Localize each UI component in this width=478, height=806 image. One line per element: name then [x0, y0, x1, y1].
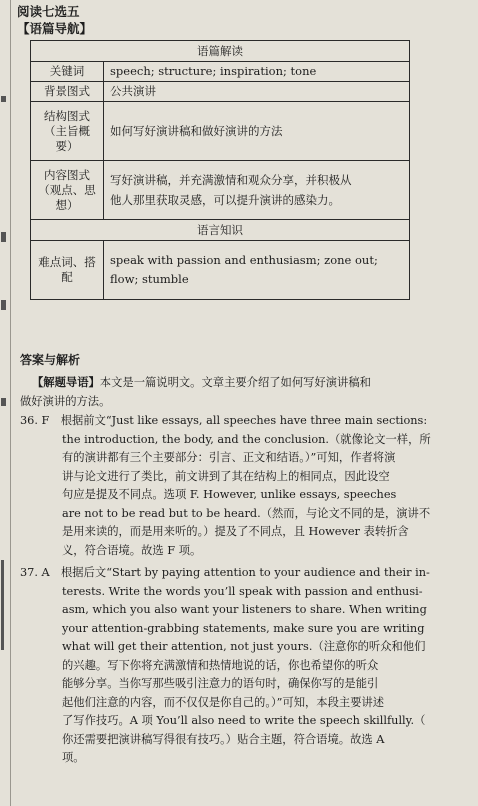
difficult-value: speak with passion and enthusiasm; zone out; flow; stumble [104, 241, 410, 300]
table-row [31, 161, 410, 220]
keywords-value: speech; structure; inspiration; tone [104, 62, 410, 82]
table-row [31, 62, 410, 82]
margin-rule [10, 0, 11, 806]
section-nav-title: 【语篇导航】 [17, 21, 93, 36]
table-row [31, 241, 410, 300]
background-label: 背景图式 [31, 82, 104, 102]
margin-mark [1, 96, 6, 102]
answer-37: 37. A 根据后文“Start by paying attention to your audience and their in- terests. Write the words you’ll speak with passion and enthusi- asm, which you also want your listeners to share. When writing your attention-grabbing statements, make sure you are writing what will get their attention, not just yours.（注意你的听众和他们 的兴趣。写下你将充满激情和热情地说的话，你也希望你的听众 能够分享。当你写那些吸引注意力的语句时，确保你写的是能引 起他们注意的内容，而不仅仅是你自己的。）”可知，本段主要讲述 了写作技巧。A 项 You’ll also need to write the speech skillfully.（ 你还需要把演讲稿写得很有技巧。）贴合主题，符合语境。故选 A 项。 [20, 566, 430, 764]
discourse-navigation-table [30, 40, 410, 300]
keywords-label: 关键词 [31, 62, 104, 82]
content-value: 写好演讲稿，并充满激情和观众分享，并积极从 他人那里获取灵感，可以提升演讲的感染力。 [104, 161, 410, 220]
margin-mark [1, 560, 4, 650]
background-value: 公共演讲 [104, 82, 410, 102]
margin-mark [1, 232, 6, 242]
table-row [31, 102, 410, 161]
table-section-header: 语篇解读 [31, 41, 410, 62]
answer-36: 36. F 根据前文“Just like essays, all speeches have three main sections: the introduction, the body, and the conclusion.（就像论文一样，所 有的演讲都有三个主要部分：引言、正文和结语。）”可知，作者将演 讲与论文进行了类比，前文讲到了其在结构上的相同点，因此设空 句应是提及不同点。选项 F. However, unlike essays, speeches are not to be read but to be heard.（然而，与论文不同的是，演讲不 是用来读的，而是用来听的。）提及了不同点，且 However 表转折含 义，符合语境。故选 F 项。 [20, 414, 431, 557]
margin-mark [1, 398, 6, 406]
answers-heading: 答案与解析 [20, 353, 81, 367]
table-section-header: 语言知识 [31, 220, 410, 241]
structure-label: 结构图式 （主旨概要） [31, 102, 104, 161]
table-row [31, 82, 410, 102]
guide-label: 【解题导语】 [32, 375, 100, 389]
difficult-label: 难点词、搭配 [31, 241, 104, 300]
margin-mark [1, 300, 6, 310]
content-label: 内容图式 （观点、思想） [31, 161, 104, 220]
structure-value: 如何写好演讲稿和做好演讲的方法 [104, 102, 410, 161]
guide-paragraph [20, 373, 472, 411]
guide-text: 本文是一篇说明文。文章主要介绍了如何写好演讲稿和 做好演讲的方法。 [20, 376, 371, 408]
page-title: 阅读七选五 [17, 4, 80, 19]
